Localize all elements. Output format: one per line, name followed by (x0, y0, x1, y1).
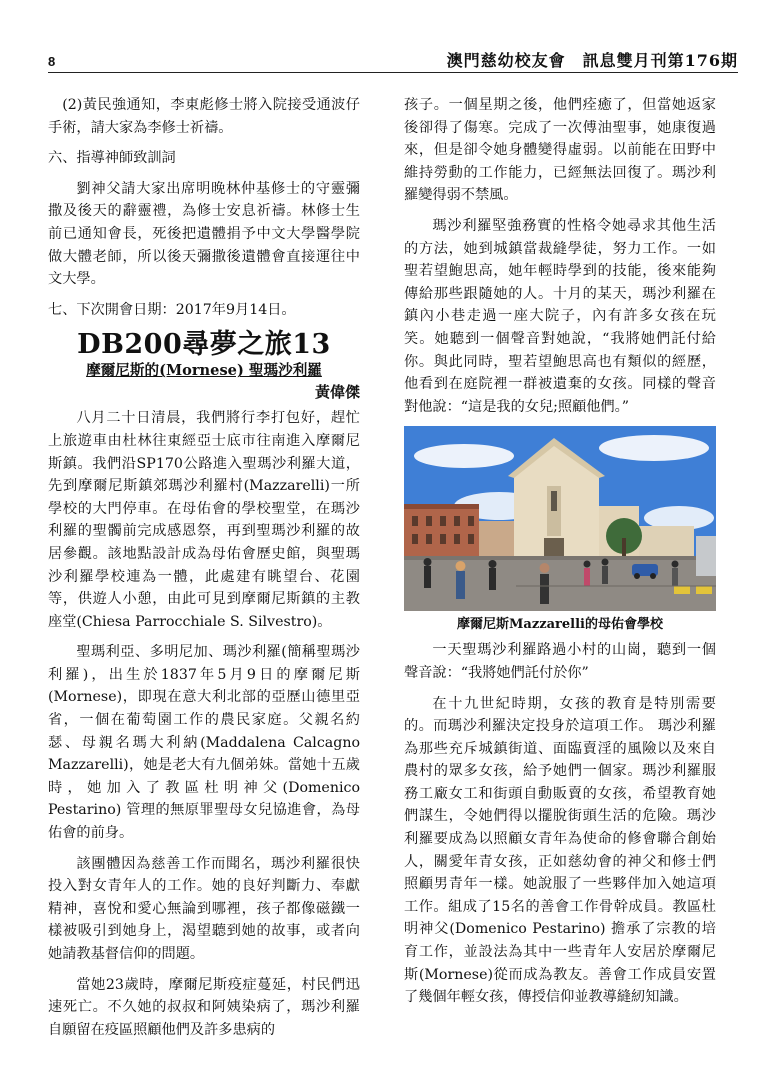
bollard (674, 586, 690, 594)
article-paragraph: 孩子。一個星期之後，他們痊癒了，但當她返家後卻得了傷寒。完成了一次傅油聖事，她康復過來，但是卻令她身體變得虛弱。以前能在田野中維持勞動的工作能力，已經無法回復了。瑪沙利羅變得弱不禁風。 (404, 97, 716, 204)
bus (696, 536, 716, 576)
article-paragraph: 瑪沙利羅堅強務實的性格令她尋求其他生活的方法，她到城鎮當裁縫學徒，努力工作。一如聖若望鮑思高，她年輕時學到的技能，後來能夠傳給那些跟隨她的人。十月的某天，瑪沙利羅在鎮內小巷走過一座大院子，內有許多女孩在玩笑。她聽到一個聲音對她說，“我將她們託付給你。與此同時，聖若望鮑思高也有類似的經歷，他看到在庭院裡一群被遺棄的女孩。同樣的聲音對他說：“這是我的女兒;照顧他們。” (404, 217, 716, 415)
meeting-item-6-heading: 六、指導神師致訓詞 (48, 150, 176, 167)
newsletter-title: 澳門慈幼校友會 訊息雙月刊第176期 (446, 51, 738, 70)
article-title: DB200尋夢之旅13 (77, 329, 331, 361)
annex-building (479, 521, 519, 561)
article-paragraph: 聖瑪利亞、多明尼加、瑪沙利羅(簡稱聖瑪沙利羅)，出生於1837年5月9日的摩爾尼斯(Mornese)，即現在意大利北部的亞歷山德里亞省，一個在葡萄園工作的農民家庭。父親名約瑟、母親名瑪大利納(Maddalena Calcagno Mazzarelli)，她是老大有九個弟妹。當她十五歲時，她加入了教區杜明神父(Domenico Pestarino) 管理的無原罪聖母女兒協進會，為母佑會的前身。 (48, 644, 360, 842)
church-door (544, 538, 564, 558)
left-column (48, 94, 360, 1049)
article-paragraph: 一天聖瑪沙利羅路過小村的山崗，聽到一個聲音說：“我將她們託付於你” (404, 642, 716, 681)
right-column (404, 94, 716, 1017)
header-divider (48, 72, 738, 73)
article-paragraph: 在十九世紀時期，女孩的教育是特別需要的。而瑪沙利羅決定投身於這項工作。 瑪沙利羅為那些充斥城鎮街道、面臨賣淫的風險以及來自農村的眾多女孩，給予她們一個家。瑪沙利羅服務工廠女工和街頭自動販賣的女孩，希望教育她們謀生，令她們得以擺脫街頭生活的危險。瑪沙利羅要成為以照顧女青年為使命的修會聯合創始人，關愛年青女孩，正如慈幼會的神父和修士們照顧男青年一樣。她說服了一些夥伴加入她這項工作。組成了15名的善會工作骨幹成員。教區杜明神父(Domenico Pestarino) 擔承了宗教的培育工作，並設法為其中一些青年人安居於摩爾尼斯(Mornese)從而成為教友。善會工作成員安置了幾個年輕女孩，傳授信仰並教導縫紉知識。 (404, 695, 716, 1006)
church-photo (404, 426, 716, 611)
statue (551, 491, 557, 511)
bollard (696, 586, 712, 594)
article-subtitle: 摩爾尼斯的(Mornese) 聖瑪沙利羅 (86, 362, 322, 380)
meeting-item-6-body: 劉神父請大家出席明晚林仲基修士的守靈彌撒及後天的辭靈禮，為修士安息祈禱。林修士生前已通知會長，死後把遺體捐予中文大學醫學院做大體老師，所以後天彌撒後遺體會直接運往中文大學。 (48, 180, 360, 288)
article-paragraph: 該團體因為慈善工作而聞名，瑪沙利羅很快投入對女青年人的工作。她的良好判斷力、奉獻精神，喜悅和愛心無論到哪裡，孩子都像磁鐵一樣被吸引到她身上，渴望聽到她的故事，或者向她請教基督信仰的問題。 (48, 855, 360, 962)
meeting-item-2: (2)黃民強通知，李東彪修士將入院接受通波仔手術，請大家為李修士祈禱。 (48, 97, 360, 136)
article-paragraph: 八月二十日清晨，我們將行李打包好，趕忙上旅遊車由杜林往東經亞士底市往南進入摩爾尼斯鎮。我們沿SP170公路進入聖瑪沙利羅大道，先到摩爾尼斯鎮郊瑪沙利羅村(Mazzarelli)一所學校的大門停車。在母佑會的學校聖堂，在瑪沙利羅的聖髑前完成感恩祭，再到聖瑪沙利羅的故居參觀。該地點設計成為母佑會歷史館，與聖瑪沙利羅學校連為一體，此處建有眺望台、花園等，供遊人小憩，由此可見到摩爾尼斯鎮的主教座堂(Chiesa Parrocchiale S. Silvestro)。 (48, 410, 360, 630)
cloud (414, 444, 514, 468)
courtyard (404, 556, 716, 611)
right-building (639, 526, 694, 558)
page-header (48, 48, 738, 74)
page-number: 8 (48, 54, 56, 69)
meeting-item-7: 七、下次開會日期：2017年9月14日。 (48, 301, 296, 318)
left-building (404, 506, 479, 556)
photo-caption: 摩爾尼斯Mazzarelli的母佑會學校 (457, 617, 663, 633)
left-building-roof (404, 504, 479, 509)
cloud (599, 435, 709, 461)
article-author: 黃偉傑 (314, 383, 360, 402)
article-paragraph: 當她23歲時，摩爾尼斯疫症蔓延，村民們迅速死亡。不久她的叔叔和阿姨染病了，瑪沙利羅自願留在疫區照顧他們及許多患病的 (48, 976, 360, 1038)
